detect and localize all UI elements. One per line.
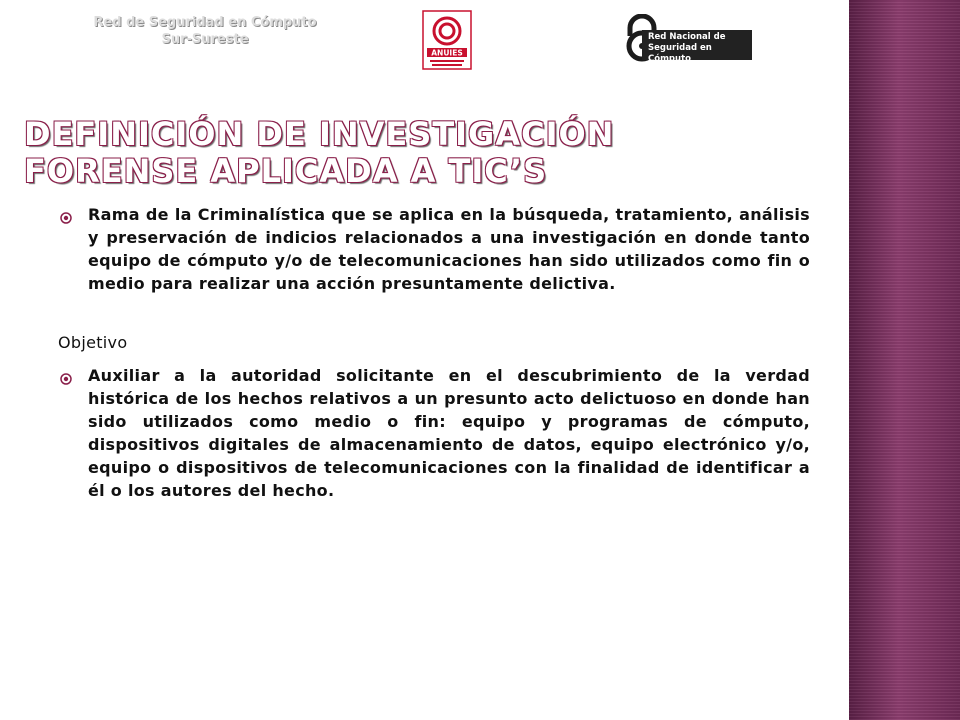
anuies-wordmark: ANUIES: [431, 48, 463, 58]
slide-title-line-2: FORENSE APLICADA A TIC’S: [24, 152, 548, 190]
rnsc-logo: [624, 14, 752, 64]
slide-title-line-1: DEFINICIÓN DE INVESTIGACIÓN: [24, 115, 615, 153]
section-label-objetivo: Objetivo: [58, 333, 128, 352]
bullet-text: Rama de la Criminalística que se aplica en la búsqueda, tratamiento, análisis y preservación de indicios relacionados a una investigación en donde tanto equipo de cómputo y/o de telecomunicaciones han sido utilizados como fin o medio para realizar una acción presuntamente delictiva.: [88, 205, 810, 293]
bullet-item: [58, 364, 810, 502]
circle-bullet-icon: [60, 368, 72, 380]
slide-content: [58, 203, 810, 502]
organization-name: Red de Seguridad en Cómputo Sur-Sureste: [93, 15, 317, 47]
circle-bullet-icon: [60, 207, 72, 219]
decorative-sidebar: [849, 0, 960, 720]
anuies-logo: [422, 10, 472, 70]
bullet-item: [58, 203, 810, 295]
rnsc-logo-text: Red Nacional de Seguridad en Cómputo: [648, 32, 726, 64]
bullet-text: Auxiliar a la autoridad solicitante en el descubrimiento de la verdad histórica de los hechos relativos a un presunto acto delictuoso en donde han sido utilizados como medio o fin: equipo y programas de cómputo, dispositivos digitales de almacenamiento de datos, equipo electrónico y/o, equipo o dispositivos de telecomunicaciones con la finalidad de identificar a él o los autores del hecho.: [88, 366, 810, 500]
slide-title: [24, 116, 664, 190]
